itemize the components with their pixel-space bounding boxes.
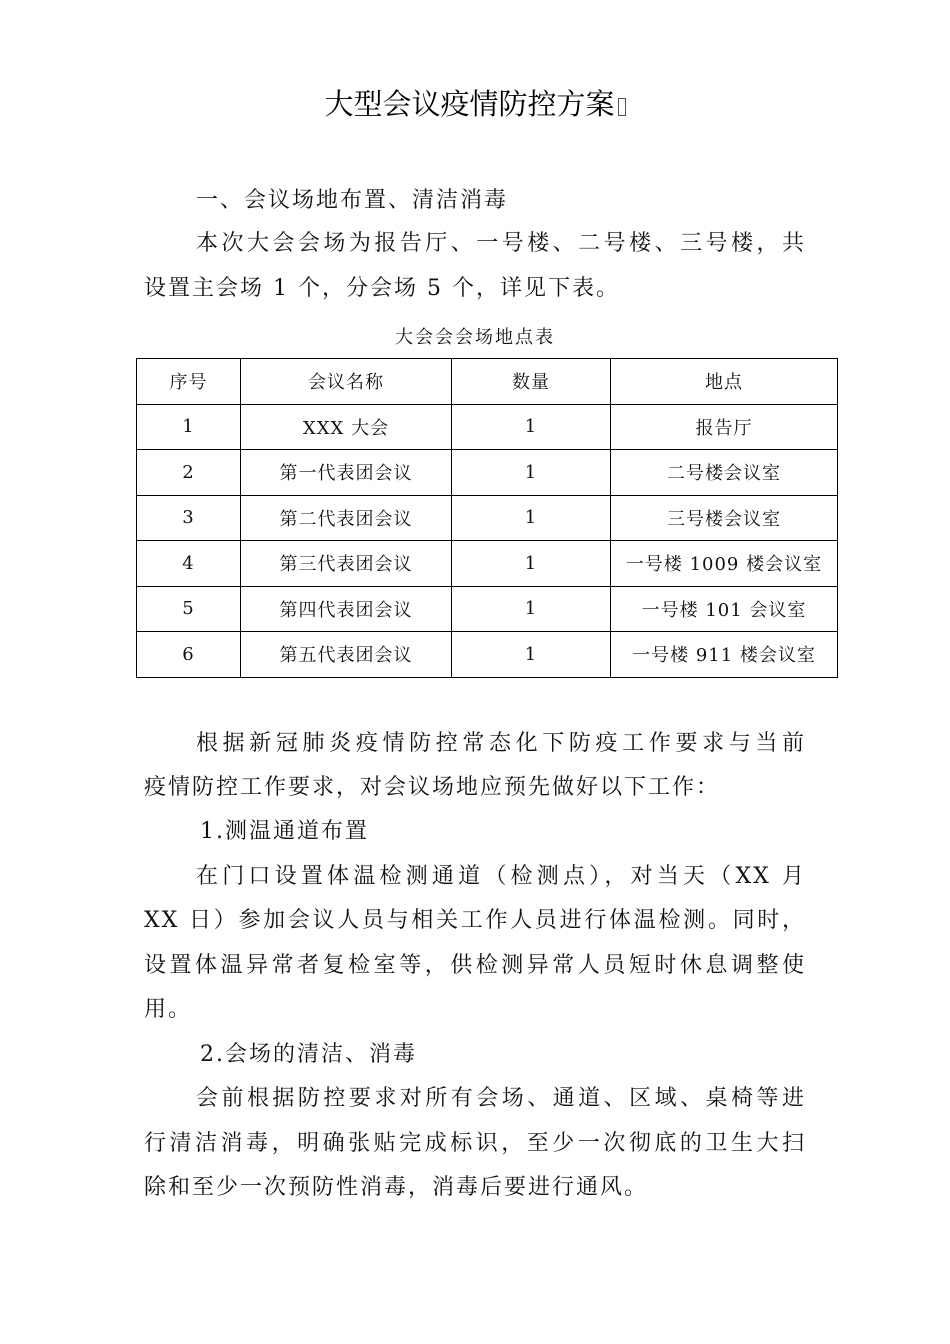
table-cell: 3 — [137, 495, 241, 541]
sub1-line-3: 设置体温异常者复检室等，供检测异常人员短时休息调整使 — [144, 953, 806, 978]
table-header-row — [137, 359, 838, 405]
sub2-line-2: 行清洁消毒，明确张贴完成标识，至少一次彻底的卫生大扫 — [144, 1131, 806, 1156]
sub2-heading: 2.会场的清洁、消毒 — [200, 1042, 417, 1067]
table-cell: 6 — [137, 632, 241, 678]
table-cell: 第二代表团会议 — [241, 495, 452, 541]
table-cell: 第四代表团会议 — [241, 586, 452, 632]
table-cell: 三号楼会议室 — [611, 495, 838, 541]
table-cell: 2 — [137, 450, 241, 496]
table-row — [137, 632, 838, 678]
intro-line-2: 设置主会场 1 个，分会场 5 个，详见下表。 — [144, 276, 620, 301]
table-cell: 一号楼 101 会议室 — [611, 586, 838, 632]
document-title-text: 大型会议疫情防控方案 — [324, 87, 615, 121]
table-cell: 报告厅 — [611, 404, 838, 450]
table-cell: 1 — [452, 404, 611, 450]
table-cell: 4 — [137, 541, 241, 587]
table-caption: 大会会会场地点表 — [395, 327, 555, 348]
table-cell: 1 — [452, 495, 611, 541]
sub2-line-3: 除和至少一次预防性消毒，消毒后要进行通风。 — [144, 1175, 649, 1200]
table-row — [137, 495, 838, 541]
sub1-line-2: XX 日）参加会议人员与相关工作人员进行体温检测。同时， — [144, 908, 806, 933]
para2-line-2: 疫情防控工作要求，对会议场地应预先做好以下工作： — [144, 775, 721, 800]
table-row — [137, 586, 838, 632]
table-cell: 5 — [137, 586, 241, 632]
header-cell-location: 地点 — [611, 359, 838, 405]
venue-table — [136, 358, 838, 678]
section1-heading: 一、会议场地布置、清洁消毒 — [196, 188, 509, 213]
table-cell: 第一代表团会议 — [241, 450, 452, 496]
table-cell: 1 — [452, 541, 611, 587]
header-cell-index: 序号 — [137, 359, 241, 405]
table-row — [137, 541, 838, 587]
table-cell: 1 — [137, 404, 241, 450]
table-cell: 一号楼 1009 楼会议室 — [611, 541, 838, 587]
para2-line-1: 根据新冠肺炎疫情防控常态化下防疫工作要求与当前 — [196, 731, 806, 756]
table-cell: 二号楼会议室 — [611, 450, 838, 496]
sub2-line-1: 会前根据防控要求对所有会场、通道、区域、桌椅等进 — [196, 1086, 806, 1111]
sub1-line-4: 用。 — [144, 997, 193, 1022]
table-cell: 1 — [452, 586, 611, 632]
table-cell: 1 — [452, 450, 611, 496]
table-cell: 第五代表团会议 — [241, 632, 452, 678]
table-cell: 第三代表团会议 — [241, 541, 452, 587]
document-title — [0, 82, 950, 126]
header-cell-quantity: 数量 — [452, 359, 611, 405]
table-row — [137, 450, 838, 496]
table-row — [137, 404, 838, 450]
table-cell: XXX 大会 — [241, 404, 452, 450]
sub1-line-1: 在门口设置体温检测通道（检测点），对当天（XX 月 — [196, 864, 806, 889]
placeholder-box-icon — [618, 98, 626, 116]
table-cell: 1 — [452, 632, 611, 678]
header-cell-meeting-name: 会议名称 — [241, 359, 452, 405]
sub1-heading: 1.测温通道布置 — [200, 819, 369, 844]
intro-line-1: 本次大会会场为报告厅、一号楼、二号楼、三号楼，共 — [196, 231, 806, 256]
table-cell: 一号楼 911 楼会议室 — [611, 632, 838, 678]
